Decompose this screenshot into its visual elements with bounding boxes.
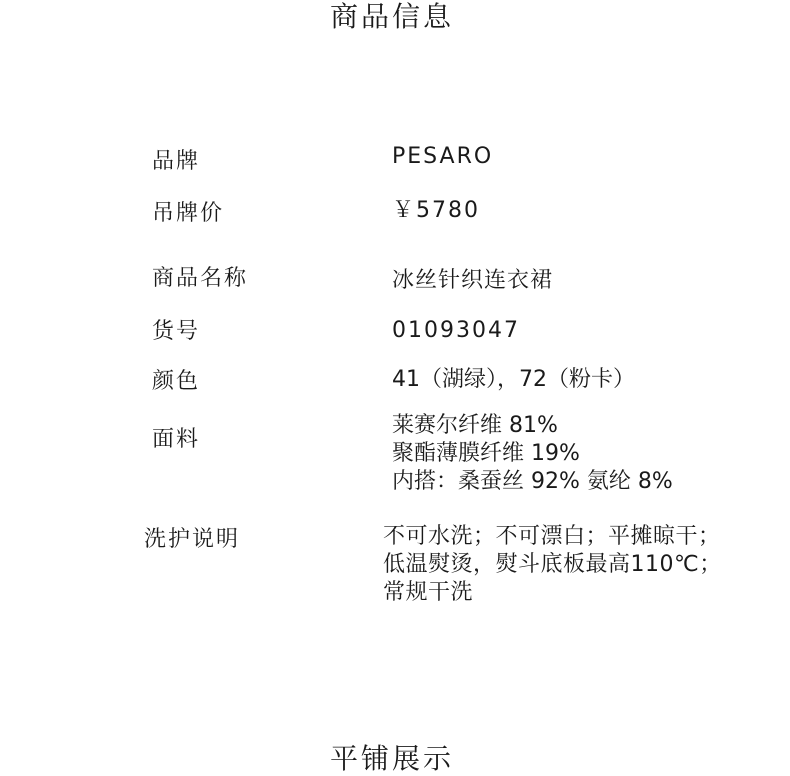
page-title: 商品信息: [329, 0, 454, 33]
product-name-label: 商品名称: [152, 266, 249, 291]
color-label: 颜色: [152, 369, 201, 394]
tag-price-label: 吊牌价: [152, 201, 225, 226]
care-line: 低温熨烫，熨斗底板最高110℃；: [383, 552, 722, 577]
item-number-value: 01093047: [392, 318, 520, 343]
next-section-title: 平铺展示: [329, 742, 454, 775]
brand-value: PESARO: [392, 144, 494, 169]
tag-price-value: ￥5780: [392, 198, 480, 223]
product-name-value: 冰丝针织连衣裙: [392, 268, 554, 293]
fabric-value: [392, 412, 673, 496]
care-line: 常规干洗: [383, 580, 474, 605]
fabric-label: 面料: [152, 427, 201, 452]
color-value: 41（湖绿），72（粉卡）: [392, 367, 635, 392]
care-line: 不可水洗；不可漂白；平摊晾干；: [383, 524, 721, 549]
fabric-line: 内搭：桑蚕丝 92% 氨纶 8%: [392, 469, 673, 494]
care-label: 洗护说明: [144, 527, 241, 552]
care-value: [383, 523, 722, 607]
brand-label: 品牌: [152, 149, 201, 174]
fabric-line: 聚酯薄膜纤维 19%: [392, 441, 580, 466]
item-number-label: 货号: [152, 319, 201, 344]
fabric-line: 莱赛尔纤维 81%: [392, 413, 558, 438]
